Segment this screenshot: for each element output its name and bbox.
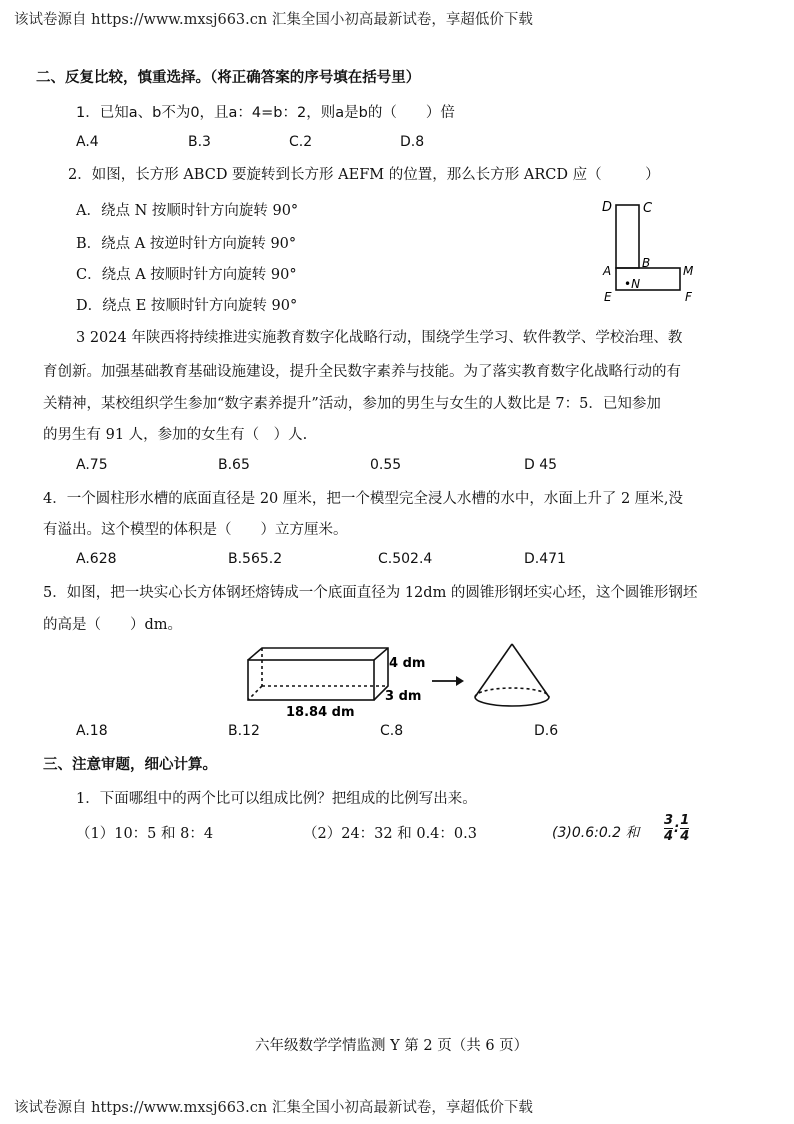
question-3-line-1: 3 2024 年陕西将持续推进实施教育数字化战略行动，围绕学生学习、软件教学、学校治理、教 — [76, 330, 683, 346]
q1-option-d: D.8 — [400, 134, 425, 150]
label-m: M — [683, 264, 694, 278]
label-a: A — [603, 264, 612, 278]
rectangle-rotation-figure — [596, 193, 702, 305]
q5-option-a: A.18 — [76, 723, 108, 739]
ratio-colon: : — [674, 821, 680, 836]
q2-option-b: B．绕点 A 按逆时针方向旋转 90° — [76, 236, 297, 252]
question-5-line-2: 的高是（ ）dm。 — [43, 617, 183, 633]
section-3-question-1: 1．下面哪组中的两个比可以组成比例？把组成的比例写出来。 — [76, 791, 477, 807]
label-c: C — [643, 201, 653, 216]
q4-option-d: D.471 — [524, 551, 566, 567]
section-title: 二、反复比较，慎重选择。（将正确答案的序号填在括号里） — [36, 70, 421, 86]
section-3-title: 三、注意审题，细心计算。 — [43, 757, 217, 773]
cone-shape — [475, 644, 549, 706]
fraction-ratio — [664, 814, 689, 843]
label-n: •N — [624, 277, 641, 291]
cuboid-height-label: 4 dm — [389, 656, 426, 671]
page-footer: 六年级数学学情监测 Y 第 2 页（共 6 页） — [255, 1038, 529, 1054]
q3-option-b: B.65 — [218, 457, 250, 473]
label-e: E — [604, 290, 612, 304]
question-3-line-3: 关精神，某校组织学生参加“数字素养提升”活动，参加的男生与女生的人数比是 7：5．已知参加 — [43, 396, 661, 412]
fraction-one-quarter: $\frac{1}{4}$ — [680, 813, 690, 844]
cuboid-length-label: 18.84 dm — [286, 705, 355, 720]
question-4-line-1: 4．一个圆柱形水槽的底面直径是 20 厘米，把一个模型完全浸人水槽的水中，水面上升了 2 厘米,没 — [43, 491, 683, 507]
rectangle-abcd — [616, 205, 639, 268]
cuboid-width-label: 3 dm — [385, 689, 422, 704]
fraction-three-quarters: $\frac{3}{4}$ — [664, 813, 674, 844]
q2-option-d: D．绕点 E 按顺时针方向旋转 90° — [76, 298, 298, 314]
q3-option-c: 0.55 — [370, 457, 402, 473]
header-watermark: 该试卷源自 https://www.mxsj663.cn 汇集全国小初高最新试卷，享超低价下载 — [14, 12, 533, 28]
q4-option-b: B.565.2 — [228, 551, 283, 567]
q3-option-d: D 45 — [524, 457, 558, 473]
question-1-text: 1．已知a、b不为0，且a：4=b：2，则a是b的（ ）倍 — [76, 105, 455, 121]
q5-option-d: D.6 — [534, 723, 559, 739]
ratio-item-3: (3)0.6:0.2 和 — [552, 825, 640, 841]
arrow-icon — [432, 676, 464, 686]
question-5-line-1: 5．如图，把一块实心长方体钢坯熔铸成一个底面直径为 12dm 的圆锥形钢坯实心坯，这个圆锥形钢坯 — [43, 585, 698, 601]
cuboid-to-cone-figure — [242, 640, 562, 722]
q1-option-c: C.2 — [289, 134, 313, 150]
q4-option-c: C.502.4 — [378, 551, 433, 567]
label-b: B — [642, 256, 651, 270]
q5-option-b: B.12 — [228, 723, 260, 739]
ratio-item-1: （1）10：5 和 8：4 — [76, 826, 214, 842]
footer-watermark: 该试卷源自 https://www.mxsj663.cn 汇集全国小初高最新试卷，享超低价下载 — [14, 1100, 533, 1116]
question-4-line-2: 有溢出。这个模型的体积是（ ）立方厘米。 — [43, 522, 348, 538]
q4-option-a: A.628 — [76, 551, 117, 567]
question-3-line-4: 的男生有 91 人，参加的女生有（ ）人. — [43, 427, 308, 443]
q3-option-a: A.75 — [76, 457, 108, 473]
ratio-item-2: （2）24：32 和 0.4：0.3 — [303, 826, 477, 842]
label-f: F — [685, 290, 692, 304]
cuboid-shape — [248, 648, 388, 700]
q2-option-c: C．绕点 A 按顺时针方向旋转 90° — [76, 267, 297, 283]
q1-option-a: A.4 — [76, 134, 99, 150]
q2-option-a: A．绕点 N 按顺时针方向旋转 90° — [76, 203, 299, 219]
q1-option-b: B.3 — [188, 134, 211, 150]
question-3-line-2: 育创新。加强基础教育基础设施建设，提升全民数字素养与技能。为了落实教育数字化战略行动的有 — [43, 364, 681, 380]
label-d: D — [602, 200, 613, 215]
q5-option-c: C.8 — [380, 723, 404, 739]
question-2-text: 2．如图，长方形 ABCD 要旋转到长方形 AEFM 的位置，那么长方形 ARCD 应（ ） — [68, 167, 660, 183]
